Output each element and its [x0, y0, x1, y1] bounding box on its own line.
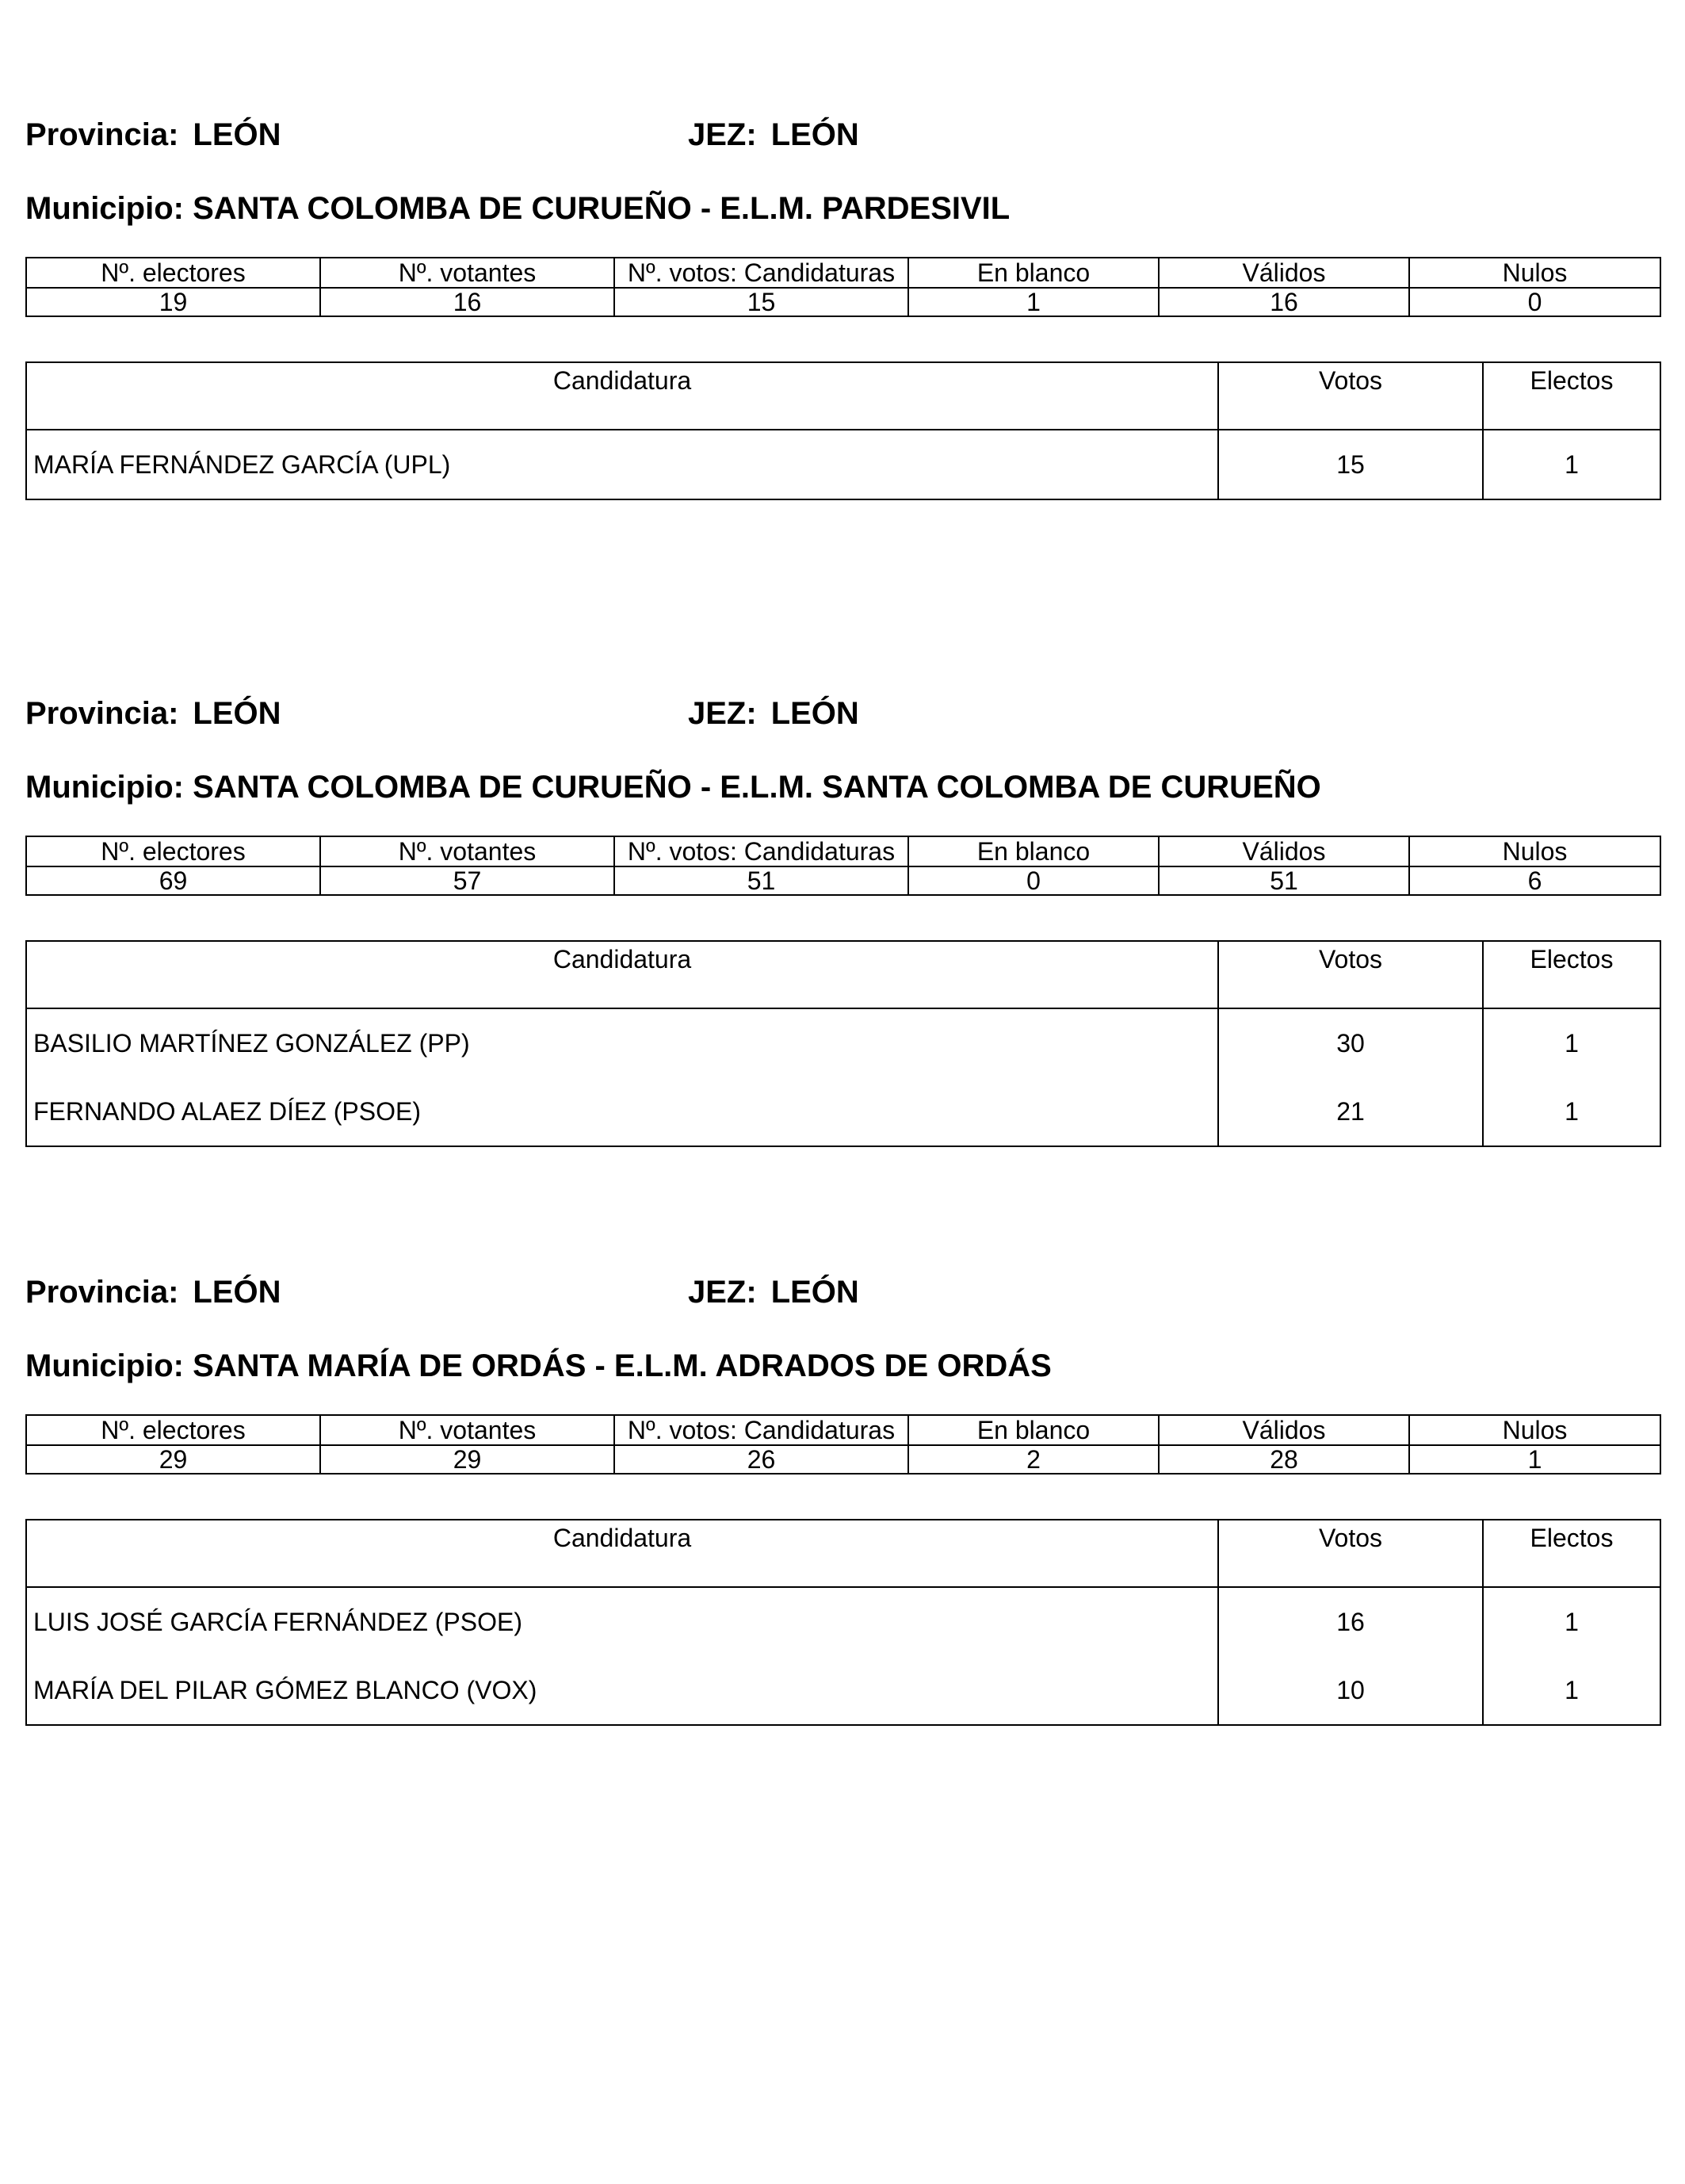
stats-header: En blanco	[908, 836, 1159, 866]
stats-header-row	[26, 836, 1660, 866]
provincia-line: Provincia: LEÓN	[25, 117, 281, 152]
stats-value: 51	[614, 866, 908, 895]
candidate-electos: 1	[1483, 1587, 1660, 1656]
stats-value: 57	[320, 866, 614, 895]
municipio-value: SANTA COLOMBA DE CURUEÑO - E.L.M. SANTA COLOMBA DE CURUEÑO	[193, 770, 1321, 805]
candidate-name: BASILIO MARTÍNEZ GONZÁLEZ (PP)	[26, 1008, 1218, 1077]
stats-header: Nº. votos: Candidaturas	[614, 836, 908, 866]
candidates-table	[25, 361, 1661, 500]
stats-header: Nº. votantes	[320, 1415, 614, 1445]
candidate-row	[26, 1077, 1660, 1146]
stats-value: 16	[320, 288, 614, 316]
candidates-header-row	[26, 1520, 1660, 1587]
stats-value: 16	[1159, 288, 1409, 316]
candidate-row	[26, 1587, 1660, 1656]
candidate-name: FERNANDO ALAEZ DÍEZ (PSOE)	[26, 1077, 1218, 1146]
electos-header: Electos	[1483, 941, 1660, 1008]
stats-header: Nulos	[1409, 836, 1660, 866]
candidate-row	[26, 1008, 1660, 1077]
candidate-votos: 15	[1218, 430, 1483, 499]
stats-value: 1	[908, 288, 1159, 316]
candidate-votos: 21	[1218, 1077, 1483, 1146]
stats-value-row	[26, 866, 1660, 895]
stats-value: 6	[1409, 866, 1660, 895]
stats-header: Nº. votos: Candidaturas	[614, 258, 908, 288]
stats-header: Nº. votos: Candidaturas	[614, 1415, 908, 1445]
jez-value: LEÓN	[770, 117, 859, 152]
municipio-line: Municipio: SANTA COLOMBA DE CURUEÑO - E.L.M. SANTA COLOMBA DE CURUEÑO	[25, 770, 1321, 805]
stats-table	[25, 1414, 1661, 1474]
provincia-line: Provincia: LEÓN	[25, 1275, 281, 1310]
stats-header: Nº. electores	[26, 258, 320, 288]
stats-value: 1	[1409, 1445, 1660, 1474]
stats-value: 2	[908, 1445, 1159, 1474]
stats-value-row	[26, 288, 1660, 316]
jez-line: JEZ: LEÓN	[688, 1275, 859, 1310]
stats-value: 69	[26, 866, 320, 895]
votos-header: Votos	[1218, 1520, 1483, 1587]
provincia-value: LEÓN	[193, 117, 281, 152]
candidatura-header: Candidatura	[26, 941, 1218, 1008]
municipio-value: SANTA MARÍA DE ORDÁS - E.L.M. ADRADOS DE ORDÁS	[193, 1348, 1052, 1383]
jez-line: JEZ: LEÓN	[688, 696, 859, 731]
municipio-value: SANTA COLOMBA DE CURUEÑO - E.L.M. PARDESIVIL	[193, 191, 1011, 226]
candidate-row	[26, 430, 1660, 499]
stats-header: Nulos	[1409, 258, 1660, 288]
candidate-electos: 1	[1483, 430, 1660, 499]
candidate-row	[26, 1656, 1660, 1725]
stats-table	[25, 257, 1661, 317]
stats-value: 19	[26, 288, 320, 316]
stats-header: Nº. votantes	[320, 836, 614, 866]
candidate-votos: 10	[1218, 1656, 1483, 1725]
stats-table	[25, 836, 1661, 896]
stats-header: Válidos	[1159, 1415, 1409, 1445]
municipio-line: Municipio: SANTA COLOMBA DE CURUEÑO - E.L.M. PARDESIVIL	[25, 191, 1011, 226]
stats-value-row	[26, 1445, 1660, 1474]
stats-header: En blanco	[908, 258, 1159, 288]
candidate-electos: 1	[1483, 1656, 1660, 1725]
stats-header-row	[26, 1415, 1660, 1445]
stats-header: Nº. electores	[26, 1415, 320, 1445]
candidates-table	[25, 1519, 1661, 1726]
candidates-header-row	[26, 941, 1660, 1008]
jez-value: LEÓN	[770, 1275, 859, 1310]
electos-header: Electos	[1483, 362, 1660, 430]
provincia-value: LEÓN	[193, 696, 281, 731]
stats-header: Nulos	[1409, 1415, 1660, 1445]
votos-header: Votos	[1218, 362, 1483, 430]
stats-header: En blanco	[908, 1415, 1159, 1445]
candidatura-header: Candidatura	[26, 362, 1218, 430]
candidate-votos: 16	[1218, 1587, 1483, 1656]
candidate-name: MARÍA DEL PILAR GÓMEZ BLANCO (VOX)	[26, 1656, 1218, 1725]
stats-value: 0	[1409, 288, 1660, 316]
jez-value: LEÓN	[770, 696, 859, 731]
stats-header: Válidos	[1159, 836, 1409, 866]
stats-value: 26	[614, 1445, 908, 1474]
stats-header: Válidos	[1159, 258, 1409, 288]
stats-value: 15	[614, 288, 908, 316]
candidate-electos: 1	[1483, 1077, 1660, 1146]
stats-header-row	[26, 258, 1660, 288]
stats-value: 0	[908, 866, 1159, 895]
candidate-name: LUIS JOSÉ GARCÍA FERNÁNDEZ (PSOE)	[26, 1587, 1218, 1656]
provincia-line: Provincia: LEÓN	[25, 696, 281, 731]
stats-header: Nº. electores	[26, 836, 320, 866]
municipio-line: Municipio: SANTA MARÍA DE ORDÁS - E.L.M. ADRADOS DE ORDÁS	[25, 1348, 1052, 1383]
votos-header: Votos	[1218, 941, 1483, 1008]
candidatura-header: Candidatura	[26, 1520, 1218, 1587]
candidate-name: MARÍA FERNÁNDEZ GARCÍA (UPL)	[26, 430, 1218, 499]
candidates-table	[25, 940, 1661, 1147]
stats-header: Nº. votantes	[320, 258, 614, 288]
provincia-value: LEÓN	[193, 1275, 281, 1310]
stats-value: 29	[320, 1445, 614, 1474]
jez-line: JEZ: LEÓN	[688, 117, 859, 152]
electos-header: Electos	[1483, 1520, 1660, 1587]
candidate-electos: 1	[1483, 1008, 1660, 1077]
stats-value: 29	[26, 1445, 320, 1474]
candidate-votos: 30	[1218, 1008, 1483, 1077]
stats-value: 28	[1159, 1445, 1409, 1474]
stats-value: 51	[1159, 866, 1409, 895]
candidates-header-row	[26, 362, 1660, 430]
